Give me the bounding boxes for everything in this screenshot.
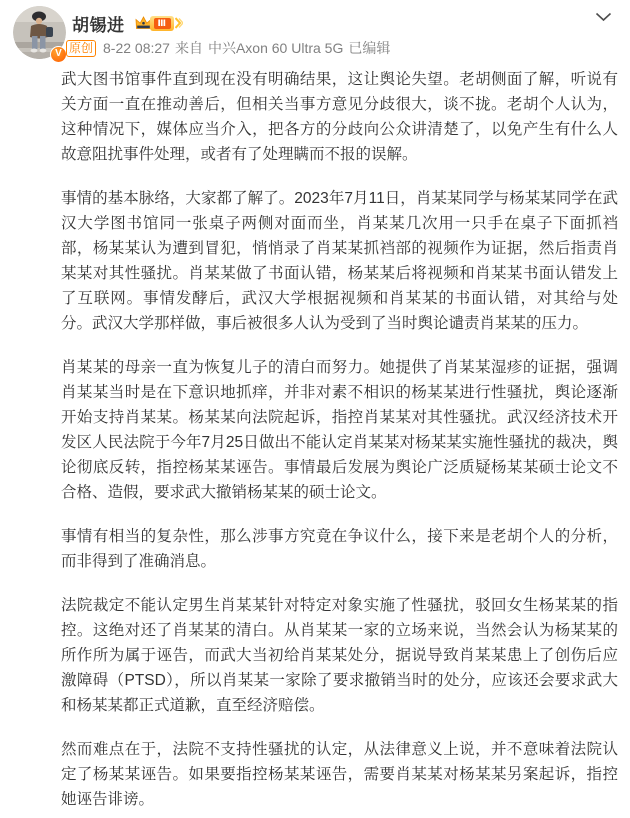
author-row	[72, 12, 183, 34]
device-source-link[interactable]: 中兴Axon 60 Ultra 5G	[207, 40, 344, 56]
post-paragraph: 肖某某的母亲一直为恢复儿子的清白而努力。她提供了肖某某湿疹的证据，强调肖某某当时是在下意识地抓痒，并非对素不相识的杨某某进行性骚扰，舆论逐渐开始支持肖某某。杨某某向法院起诉，指控肖某某对其性骚扰。武汉经济技术开发区人民法院于今年7月25日做出不能认定肖某某对杨某某实施性骚扰的裁决，舆论彻底反转，指控杨某某诬告。事情最后发展为舆论广泛质疑杨某某硕士论文不合格、造假，要求武大撤销杨某某的硕士论文。	[61, 359, 618, 501]
edited-label[interactable]: 已编辑	[348, 40, 391, 56]
vip-level-pill	[150, 16, 175, 31]
post-meta	[66, 38, 390, 58]
vip-tail-icon	[175, 17, 183, 29]
post-time: 8-22 08:27	[103, 40, 170, 56]
from-label: 来自	[174, 40, 203, 56]
post-paragraph: 事情的基本脉络，大家都了解了。2023年7月11日，肖某某同学与杨某某同学在武汉大学图书馆同一张桌子两侧对面而坐，肖某某几次用一只手在桌子下面抓裆部，杨某某认为遭到冒犯，悄悄录了肖某某抓裆部的视频作为证据，然后指责肖某某对其性骚扰。肖某某做了书面认错，杨某某后将视频和肖某某书面认错发上了互联网。事情发酵后，武汉大学根据视频和肖某某的书面认错，对其给与处分。武汉大学那样做，事后被很多人认为受到了当时舆论谴责肖某某的压力。	[61, 190, 618, 332]
post-paragraph: 事情有相当的复杂性，那么涉事方究竟在争议什么，接下来是老胡个人的分析，而非得到了准确消息。	[61, 528, 618, 570]
original-badge: 原创	[66, 40, 96, 57]
collapse-chevron-button[interactable]	[592, 6, 614, 28]
post-paragraph: 然而难点在于，法院不支持性骚扰的认定，从法律意义上说，并不意味着法院认定了杨某某诬告。如果要指控杨某某诬告，需要肖某某对杨某某另案起诉，指控她诬告诽谤。	[61, 741, 618, 808]
verified-v-badge: V	[50, 46, 67, 63]
chevron-down-icon	[595, 12, 612, 22]
post-paragraph: 武大图书馆事件直到现在没有明确结果，这让舆论失望。老胡侧面了解，听说有关方面一直在推动善后，但相关当事方意见分歧很大，谈不拢。老胡个人认为，这种情况下，媒体应当介入，把各方的分歧向公众讲清楚了，以免产生有什么人故意阻扰事件处理，或者有了处理瞒而不报的误解。	[61, 71, 618, 163]
avatar[interactable]	[13, 6, 66, 59]
post-content	[61, 67, 618, 812]
vip-crown-badge[interactable]	[134, 15, 184, 31]
vip-level-label: Ⅲ	[154, 18, 172, 29]
post-paragraph: 法院裁定不能认定男生肖某某针对特定对象实施了性骚扰，驳回女生杨某某的指控。这绝对还了肖某某的清白。从肖某某一家的立场来说，当然会认为杨某某的所作所为属于诬告，而武大当初给肖某某处分，据说导致肖某某患上了创伤后应激障碍（PTSD），所以肖某某一家除了要求撤销当时的处分，应该还会要求武大和杨某某都正式道歉，直至经济赔偿。	[61, 597, 618, 714]
author-name[interactable]: 胡锡进	[72, 15, 125, 35]
